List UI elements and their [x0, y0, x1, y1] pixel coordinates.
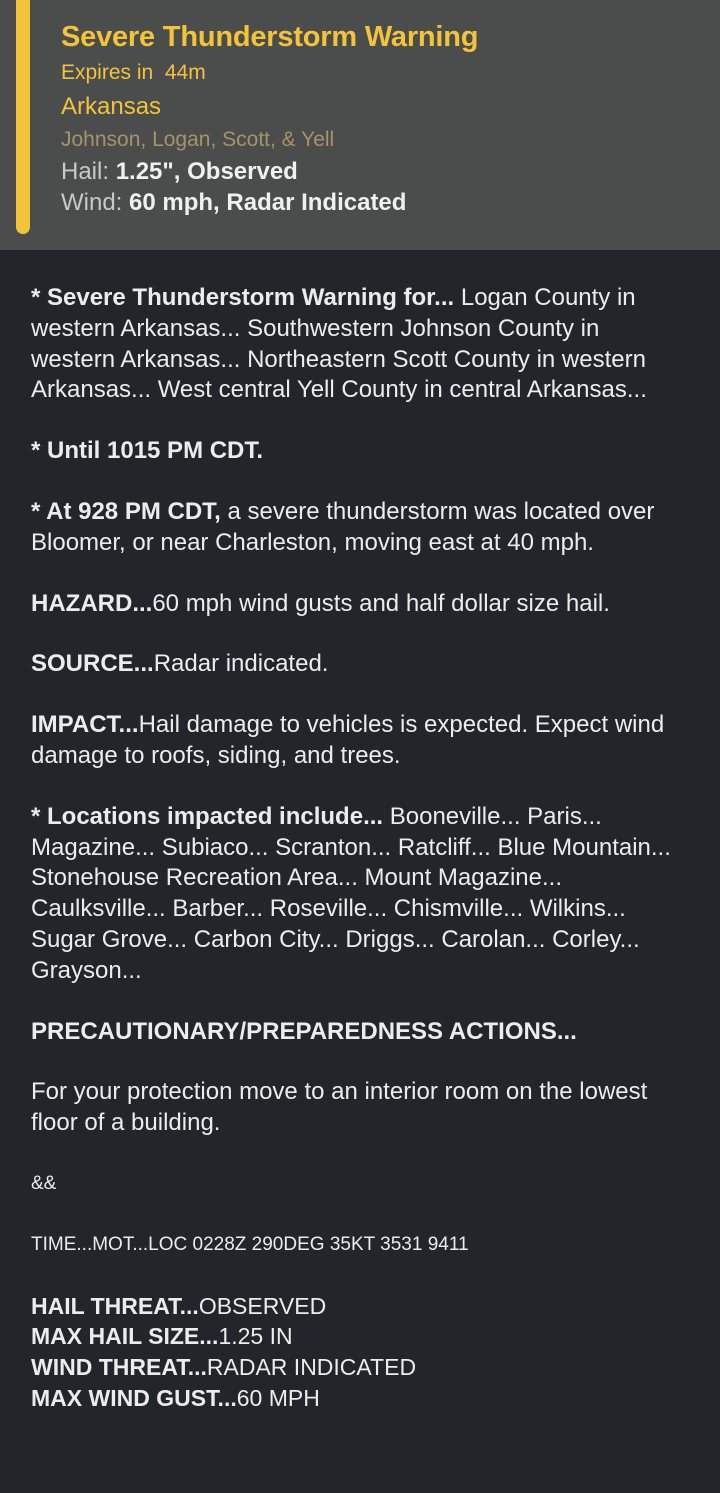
time-mot-loc-text: TIME...MOT...LOC 0228Z 290DEG 35KT 3531 9411 [31, 1233, 469, 1255]
hail-value: 1.25", Observed [115, 158, 298, 185]
until-text: * Until 1015 PM CDT. [31, 437, 264, 465]
wind-threat-row [31, 1352, 681, 1383]
wind-threat-head: WIND THREAT... [31, 1354, 207, 1381]
max-hail-body: 1.25 IN [218, 1323, 293, 1350]
precaution-paragraph: For your protection move to an interior room on the lowest floor of a building. [31, 1078, 648, 1137]
at-body: a severe thunderstorm was located over Bloomer, or near Charleston, moving east at 40 mph. [31, 497, 655, 556]
until-paragraph [31, 436, 681, 467]
expires-value: 44m [164, 61, 206, 84]
locations-head: * Locations impacted include... [31, 802, 384, 830]
threat-summary [31, 1291, 681, 1414]
max-wind-body: 60 MPH [236, 1384, 320, 1411]
impact-head: IMPACT... [31, 711, 139, 739]
warning-for-head: * Severe Thunderstorm Warning for... [31, 284, 455, 311]
alert-counties: Johnson, Logan, Scott, & Yell [61, 128, 335, 151]
hail-threat-head: HAIL THREAT... [31, 1292, 199, 1319]
alert-summary [61, 18, 478, 218]
impact-paragraph [31, 710, 681, 772]
warning-for-body: Logan County in western Arkansas... Southwestern Johnson County in western Arkansas... Northeastern Scott County in western Arkansas... West central Yell County in central Arkansas... [31, 284, 647, 404]
source-body: Radar indicated. [153, 650, 329, 678]
hazard-body: 60 mph wind gusts and half dollar size hail. [152, 589, 610, 617]
hail-threat-body: OBSERVED [198, 1292, 327, 1319]
precaution-heading: PRECAUTIONARY/PREPAREDNESS ACTIONS... [31, 1017, 577, 1045]
alert-state: Arkansas [61, 93, 162, 120]
wind-threat-line [61, 187, 478, 218]
max-hail-head: MAX HAIL SIZE... [31, 1323, 219, 1350]
alert-header[interactable] [0, 0, 720, 250]
locations-paragraph [31, 802, 681, 987]
wind-label: Wind: [61, 189, 123, 216]
hail-threat-line [61, 156, 478, 187]
wind-threat-body: RADAR INDICATED [206, 1354, 417, 1381]
at-head: * At 928 PM CDT, [31, 497, 221, 525]
max-hail-row [31, 1321, 681, 1352]
alert-title: Severe Thunderstorm Warning [61, 21, 479, 53]
impact-body: Hail damage to vehicles is expected. Expect wind damage to roofs, siding, and trees. [31, 711, 665, 769]
severity-accent-bar [16, 0, 30, 234]
locations-body: Booneville... Paris... Magazine... Subiaco... Scranton... Ratcliff... Blue Mountain... Stonehouse Recreation Area... Mount Magazine... Caulksville... Barber... Roseville... Chismville... Wilkins... Sugar Grove... Carbon City... Driggs... Carolan... Corley... Grayson... [31, 802, 671, 984]
source-head: SOURCE... [31, 650, 154, 678]
source-paragraph [31, 649, 681, 680]
hazard-head: HAZARD... [31, 589, 153, 617]
hail-threat-row [31, 1291, 681, 1322]
separator-text: && [31, 1172, 57, 1194]
expires-label: Expires in [61, 61, 154, 84]
hail-label: Hail: [61, 158, 110, 185]
warning-for-paragraph [31, 283, 681, 406]
wind-value: 60 mph, Radar Indicated [129, 189, 407, 216]
alert-expiry [61, 56, 478, 90]
max-wind-head: MAX WIND GUST... [31, 1384, 237, 1411]
at-paragraph [31, 497, 681, 559]
bulletin-text [31, 283, 681, 1414]
hazard-paragraph [31, 589, 681, 620]
max-wind-row [31, 1383, 681, 1414]
